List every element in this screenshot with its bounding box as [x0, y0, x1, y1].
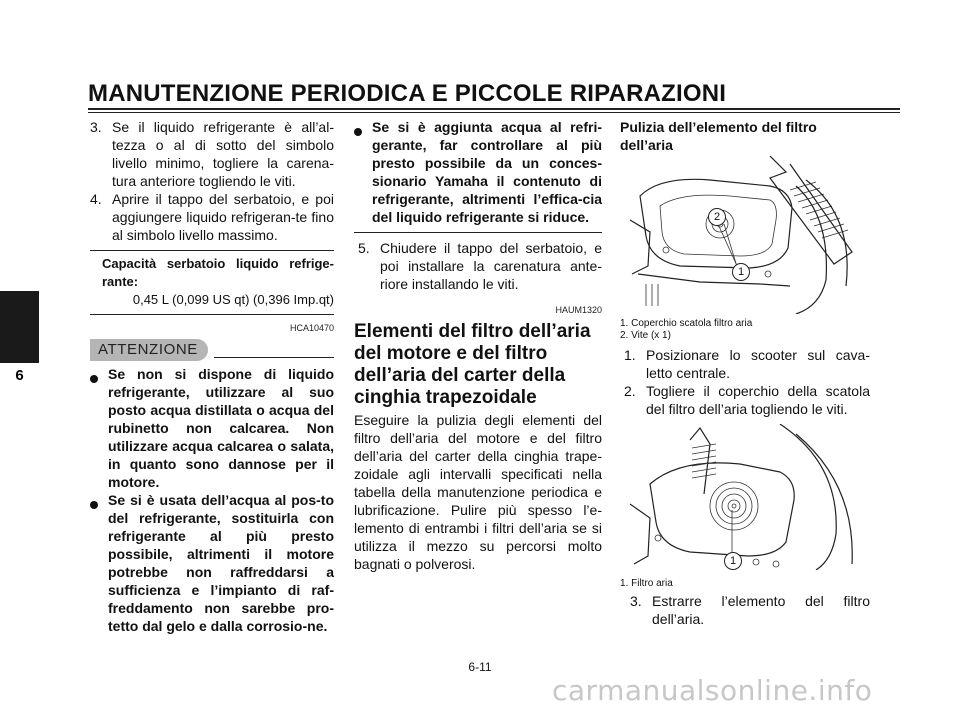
- caption-line: 1. Filtro aria: [620, 578, 673, 589]
- header-rule: [88, 108, 900, 110]
- spec-value: 0,45 L (0,099 US qt) (0,396 Imp.qt): [132, 292, 334, 307]
- figure-air-filter-element: [620, 424, 870, 570]
- bullet-text: Se non si dispone di liquido refrigerante, utilizzare al suo posto acqua distillata o acqua del rubinetto non calcarea. Non utilizzare acqua calcarea o salata, in quanto sono dannose per il motore.: [108, 366, 334, 490]
- scooter-side-drawing-2: [620, 424, 870, 570]
- caption-line: 1. Coperchio scatola filtro aria: [620, 318, 753, 329]
- section-body: Eseguire la pulizia degli elementi del filtro dell’aria del motore e del filtro dell’aria del carter della cinghia trape-zoidale agli intervalli specificati nella tabella della manutenzione periodica e lubrificazione. Pulire più spesso l’e-lemento di entrambi i filtri dell’aria se si utilizza il mezzo su percorsi molto bagnati o polverosi.: [354, 412, 602, 572]
- step-number: 1.: [624, 347, 636, 363]
- chapter-number: 6: [0, 363, 39, 615]
- column-left: [90, 118, 334, 635]
- subsection-title: Pulizia dell’elemento del filtro dell’aria: [620, 119, 817, 153]
- bullet-text: Se si è usata dell’acqua al pos-to del refrigerante, sostituirla con refrigerante al più presto possibile, altrimenti il motore potrebbe non raffreddarsi a sufficienza e l’impianto di raf-freddamento non sarebbe pro-tetto dal gelo e dalla corrosio-ne.: [108, 492, 334, 634]
- step-4: [90, 190, 334, 244]
- step-2: [624, 382, 870, 418]
- figure-1-captions: [620, 318, 870, 342]
- bullet-dot: [90, 491, 108, 635]
- spec-label: Capacità serbatoio liquido refrige-rante:: [102, 256, 334, 289]
- step-text: Estrarre l’elemento del filtro dell’aria.: [652, 593, 870, 627]
- caution-bullet-2: [90, 491, 334, 635]
- header-rule-thin: [88, 112, 900, 113]
- reference-code: HCA10470: [289, 323, 334, 333]
- bullet-dot: [90, 365, 108, 491]
- step-text: Posizionare lo scooter sul cava-letto centrale.: [646, 347, 870, 381]
- reference-code: HAUM1320: [555, 305, 602, 315]
- figure-air-filter-cover: [620, 156, 870, 314]
- page-header-title: MANUTENZIONE PERIODICA E PICCOLE RIPARAZIONI: [88, 80, 727, 107]
- step-number: 2.: [624, 383, 636, 399]
- steps-right-lower: [630, 592, 870, 628]
- step-text: Aprire il tappo del serbatoio, e poi aggiungere liquido refrigeran-te fino al simbolo livello massimo.: [112, 191, 334, 243]
- step-number: 4.: [90, 191, 102, 207]
- step-text: Se il liquido refrigerante è all’al-tezza o al di sotto del simbolo livello minimo, togliere la carena-tura anteriore togliendo le viti.: [112, 119, 334, 189]
- page-number: 6-11: [468, 660, 492, 674]
- step-5: [354, 239, 602, 293]
- step-number: 5.: [358, 240, 370, 256]
- bullet-dot: [354, 118, 372, 226]
- step-3: [90, 118, 334, 190]
- coolant-capacity-spec: [90, 250, 334, 315]
- step-3-right: [630, 592, 870, 628]
- step-number: 3.: [90, 119, 102, 135]
- step-text: Chiudere il tappo del serbatoio, e poi installare la carenatura ante-riore installando le viti.: [380, 240, 602, 292]
- step-text: Togliere il coperchio della scatola del filtro dell’aria togliendo le viti.: [646, 383, 870, 417]
- step-1: [624, 346, 870, 382]
- caution-badge: ATTENZIONE: [90, 339, 208, 361]
- figure-2-captions: [620, 578, 870, 590]
- callout-1: 1: [732, 263, 750, 281]
- caution-end-rule: [354, 232, 602, 233]
- column-middle: [354, 118, 602, 573]
- caution-rule: [214, 357, 334, 358]
- bullet-text: Se si è aggiunta acqua al refri-gerante, far controllare al più presto possibile da un conces-sionario Yamaha il contenuto di refrigerante, altrimenti l’effica-cia del liquido refrigerante si riduce.: [372, 119, 602, 225]
- watermark: carmanualsonline.info: [552, 674, 873, 707]
- steps-right-upper: [624, 346, 870, 418]
- callout-1: 1: [724, 552, 742, 570]
- caption-line: 2. Vite (x 1): [620, 330, 671, 341]
- chapter-side-tab: [0, 291, 39, 615]
- caution-bullet-1: [90, 365, 334, 491]
- column-right: [620, 118, 870, 154]
- caution-header: [90, 339, 334, 361]
- caution-bullet-3: [354, 118, 602, 226]
- callout-2: 2: [708, 208, 726, 226]
- step-number: 3.: [630, 593, 642, 609]
- section-title: Elementi del filtro dell’aria del motore e del filtro dell’aria del carter della cinghia trapezoidale: [354, 321, 591, 408]
- scooter-side-drawing-1: [620, 156, 870, 314]
